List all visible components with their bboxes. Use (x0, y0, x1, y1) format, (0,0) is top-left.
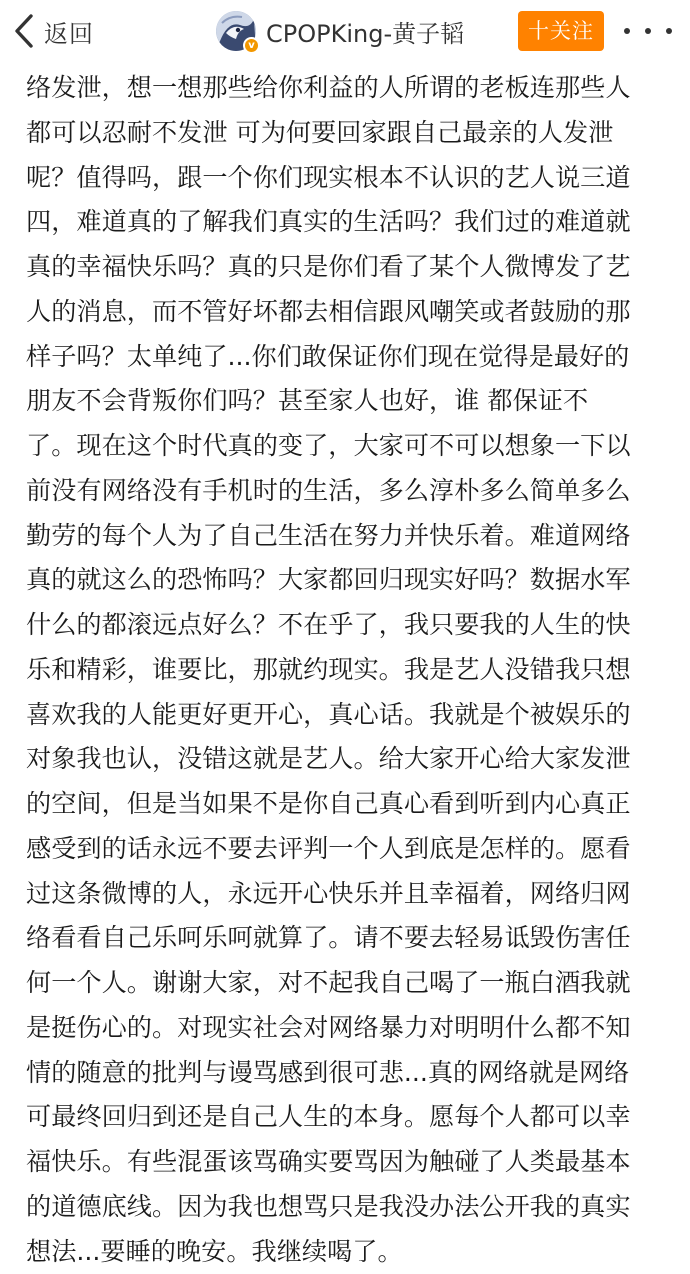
chevron-left-icon (14, 14, 34, 48)
post-text-line: 对象我也认，没错这就是艺人。给大家开心给大家发泄 (26, 737, 666, 782)
post-text-line: 真的幸福快乐吗？真的只是你们看了某个人微博发了艺 (26, 245, 666, 290)
post-text-line: 真的就这么的恐怖吗？大家都回归现实好吗？数据水军 (26, 558, 666, 603)
post-text-line: 想法...要睡的晚安。我继续喝了。 (26, 1230, 666, 1274)
post-text-line: 是挺伤心的。对现实社会对网络暴力对明明什么都不知 (26, 1006, 666, 1051)
verified-v-icon: v (243, 37, 260, 54)
more-dots-icon (666, 28, 672, 34)
post-text-line: 朋友不会背叛你们吗？甚至家人也好，谁 都保证不 (26, 379, 666, 424)
post-text-line: 的空间，但是当如果不是你自己真心看到听到内心真正 (26, 782, 666, 827)
back-label: 返回 (44, 14, 94, 49)
post-text-line: 何一个人。谢谢大家，对不起我自己喝了一瓶白酒我就 (26, 961, 666, 1006)
post-text-line: 的道德底线。因为我也想骂只是我没办法公开我的真实 (26, 1185, 666, 1230)
post-text-line: 络看看自己乐呵乐呵就算了。请不要去轻易诋毁伤害任 (26, 916, 666, 961)
more-dots-icon (624, 28, 630, 34)
post-text-line: 络发泄，想一想那些给你利益的人所谓的老板连那些人 (26, 66, 666, 111)
post-text-line: 前没有网络没有手机时的生活，多么淳朴多么简单多么 (26, 469, 666, 514)
more-options-button[interactable] (624, 16, 672, 46)
post-text-line: 福快乐。有些混蛋该骂确实要骂因为触碰了人类最基本 (26, 1140, 666, 1185)
post-text-line: 感受到的话永远不要去评判一个人到底是怎样的。愿看 (26, 827, 666, 872)
author-header[interactable] (216, 8, 464, 54)
post-text-line: 喜欢我的人能更好更开心，真心话。我就是个被娱乐的 (26, 693, 666, 738)
post-text-line: 勤劳的每个人为了自己生活在努力并快乐着。难道网络 (26, 514, 666, 559)
post-text-line: 都可以忍耐不发泄 可为何要回家跟自己最亲的人发泄 (26, 111, 666, 156)
post-text-line: 什么的都滚远点好么？不在乎了，我只要我的人生的快 (26, 603, 666, 648)
post-text-line: 四，难道真的了解我们真实的生活吗？我们过的难道就 (26, 200, 666, 245)
post-text-line: 了。现在这个时代真的变了，大家可不可以想象一下以 (26, 424, 666, 469)
post-text-line: 样子吗？太单纯了...你们敢保证你们现在觉得是最好的 (26, 335, 666, 380)
post-text-line: 可最终回归到还是自己人生的本身。愿每个人都可以幸 (26, 1095, 666, 1140)
follow-button[interactable]: 十关注 (518, 11, 604, 51)
page-title: CPOPKing-黄子韬 (266, 14, 464, 49)
post-text-body (26, 66, 666, 1274)
post-text-line: 人的消息，而不管好坏都去相信跟风嘲笑或者鼓励的那 (26, 290, 666, 335)
post-text-line: 乐和精彩，谁要比，那就约现实。我是艺人没错我只想 (26, 648, 666, 693)
top-navigation-bar (0, 0, 690, 62)
more-dots-icon (645, 28, 651, 34)
post-text-line: 情的随意的批判与谩骂感到很可悲...真的网络就是网络 (26, 1051, 666, 1096)
back-button[interactable] (14, 10, 94, 52)
post-text-line: 过这条微博的人，永远开心快乐并且幸福着，网络归网 (26, 872, 666, 917)
avatar[interactable] (216, 11, 256, 51)
post-text-line: 呢？值得吗，跟一个你们现实根本不认识的艺人说三道 (26, 156, 666, 201)
